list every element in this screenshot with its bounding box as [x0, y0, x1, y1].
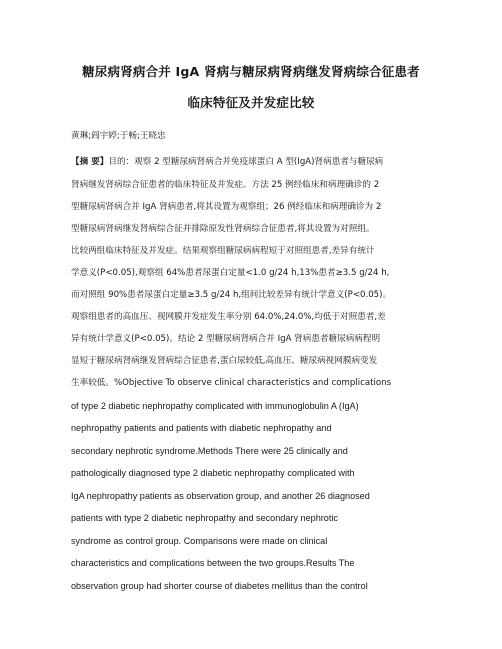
abstract-line: observation group had shorter course of diabetes mellitus than the control [71, 581, 368, 591]
abstract-line: nephropathy patients and patients with diabetic nephropathy and [71, 423, 332, 433]
abstract-line: 而对照组 90%患者尿蛋白定量≥3.5 g/24 h,组间比较差异有统计学意义(P<0.05)。 [71, 290, 392, 300]
paper-title-line-2: 临床特征及并发症比较 [187, 95, 315, 110]
abstract-line: of type 2 diabetic nephropathy complicated with immunoglobulin A (IgA) [71, 401, 359, 411]
abstract-line: 比较两组临床特征及并发症。结果观察组糖尿病病程短于对照组患者,差异有统计 [71, 246, 375, 256]
abstract-line: 生率较低。%Objective To observe clinical characteristics and complications [71, 378, 392, 388]
author-list: 黄琳;阎宇婷;于畅;王晓忠 [71, 131, 166, 141]
abstract-line: patients with type 2 diabetic nephropathy and secondary nephrotic [71, 513, 338, 523]
abstract-line: 观察组患者的高血压、视网膜并发症发生率分别 64.0%,24.0%,均低于对照患者,差 [71, 312, 386, 322]
abstract-line-text: 目的：观察 2 型糖尿病肾病合并免疫球蛋白 A 型(IgA)肾病患者与糖尿病 [108, 157, 384, 167]
abstract-line [71, 157, 383, 168]
abstract-line: 型糖尿病肾病合并 IgA 肾病患者,将其设置为观察组；26 例经临床和病理确诊为 2 [71, 202, 382, 212]
paper-title-line-1: 糖尿病肾病合并 IgA 肾病与糖尿病肾病继发肾病综合征患者 [82, 64, 420, 79]
abstract-line: 显短于糖尿病肾病继发肾病综合征患者,蛋白尿较低,高血压、糖尿病视网膜病变发 [71, 356, 378, 366]
abstract-line: syndrome as control group. Comparisons were made on clinical [71, 536, 328, 546]
abstract-line: 异有统计学意义(P<0.05)。结论 2 型糖尿病肾病合并 IgA 肾病患者糖尿病病程明 [71, 334, 381, 344]
abstract-line: 肾病继发肾病综合征患者的临床特征及并发症。方法 25 例经临床和病理确诊的 2 [71, 180, 380, 190]
abstract-line: IgA nephropathy patients as observation group, and another 26 diagnosed [71, 491, 370, 501]
abstract-line: characteristics and complications between the two groups.Results The [71, 558, 355, 568]
abstract-line: secondary nephrotic syndrome.Methods There were 25 clinically and [71, 446, 348, 456]
abstract-line: 型糖尿病肾病继发肾病综合征并排除原发性肾病综合征患者,将其设置为对照组。 [71, 224, 375, 234]
abstract-label: 【摘 要】 [71, 157, 109, 167]
abstract-line: pathologically diagnosed type 2 diabetic nephropathy complicated with [71, 468, 355, 478]
abstract-line: 学意义(P<0.05),观察组 64%患者尿蛋白定量<1.0 g/24 h,13%患者≥3.5 g/24 h, [71, 268, 390, 278]
